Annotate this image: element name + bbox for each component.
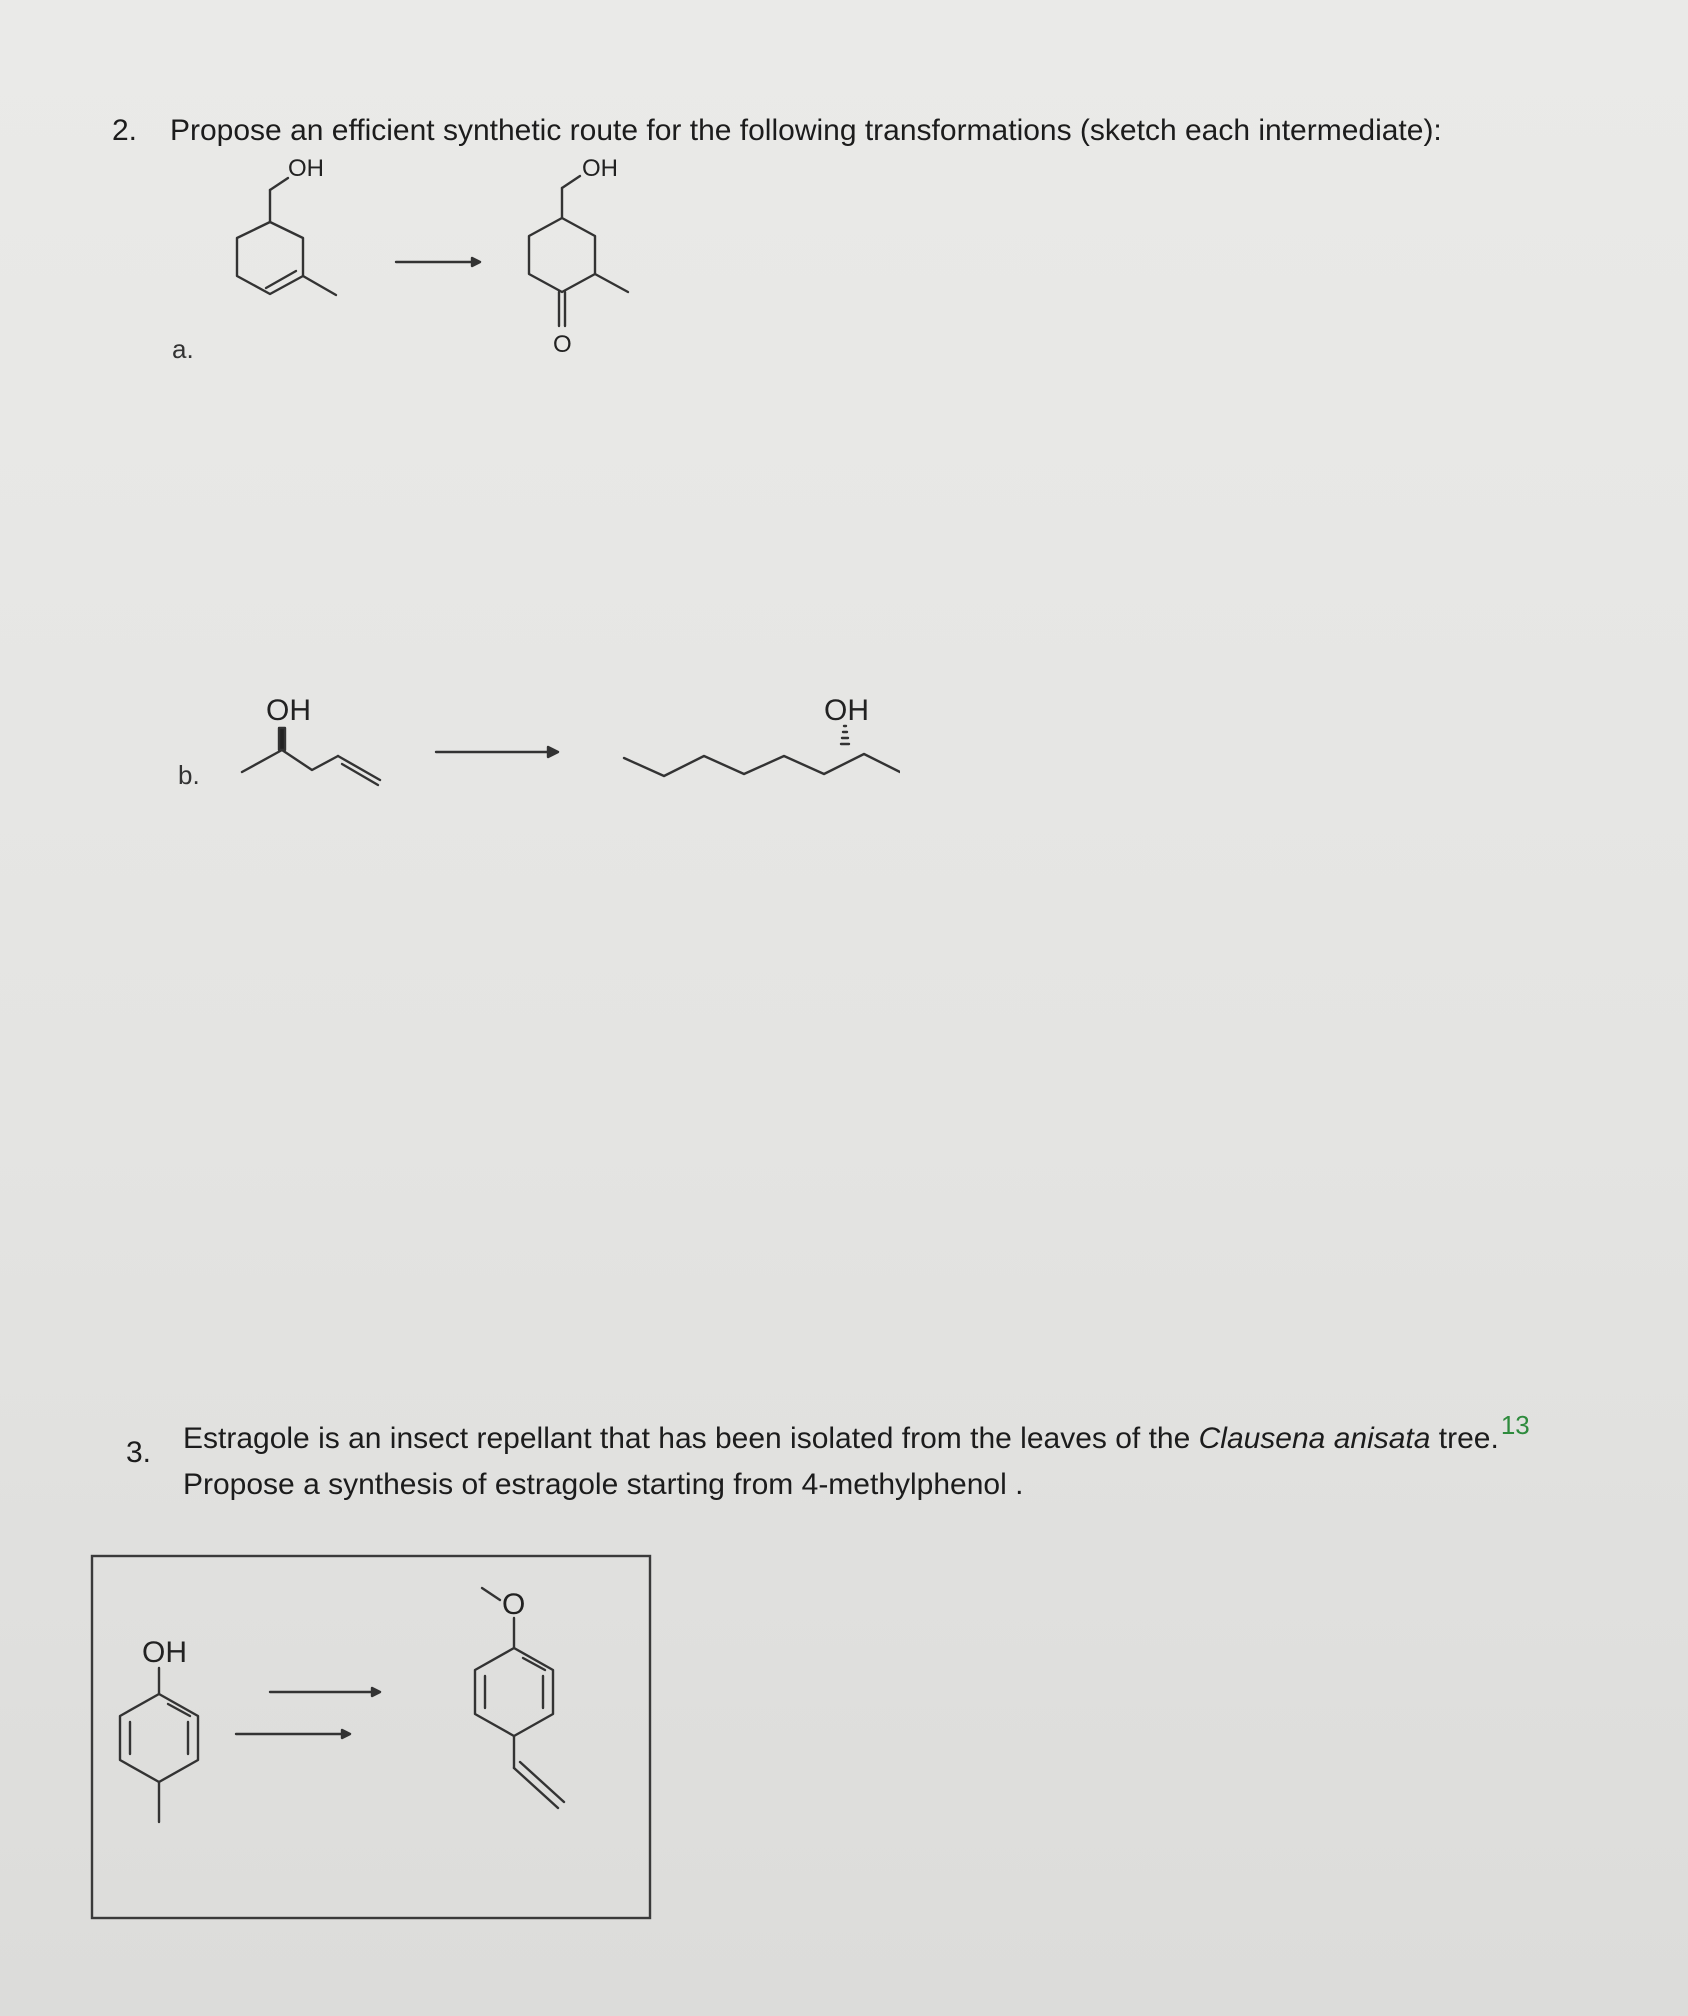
reactant-oh-label: OH [288,155,324,182]
reactant-wedge-bond [279,728,285,750]
footnote-marker: 13 [1500,1410,1530,1440]
product-ring [529,218,595,292]
q3-start-material [120,1636,198,1822]
question-3-line-1 [183,1410,1530,1456]
question-3-answer-box [90,1554,654,1926]
target-vinyl-double-2 [520,1762,564,1802]
product-oh-label: OH [582,155,618,182]
target-ring [475,1648,553,1736]
q3-target-product [475,1588,564,1808]
question-3-line-2: Propose a synthesis of estragole starting from 4-methylphenol . [183,1468,1024,1501]
target-o-label: O [502,1588,526,1621]
reactant-ring-double-bond [266,271,296,288]
q3-arrow-1 [270,1688,380,1696]
product-chain [624,754,900,776]
part-a-reactant [237,155,336,295]
question-3-number: 3. [126,1436,152,1469]
part-a-scheme [200,140,680,370]
part-b-scheme [220,670,900,800]
start-oh-label: OH [142,1636,187,1669]
start-ring [120,1694,198,1782]
part-a-label: a. [172,334,194,364]
product-oh-bond [562,176,580,188]
part-b-product [624,694,900,776]
question-2-prompt: Propose an efficient synthetic route for the following transformations (sketch each intermediate): [170,114,1442,147]
question-2-number: 2. [112,114,138,147]
target-vinyl-double-1 [514,1768,558,1808]
species-name: Clausena anisata [1198,1422,1431,1455]
question-3-line-1-end: tree. [1430,1422,1499,1455]
answer-box-frame [92,1556,650,1918]
reactant-ring [237,222,303,294]
reactant-alkene-bond-1 [338,756,380,780]
question-3-line-1-text: Estragole is an insect repellant that has been isolated from the leaves of the [183,1422,1199,1455]
part-b-reactant [242,694,380,785]
product-carbonyl-o-label: O [553,331,572,358]
reactant-oh-label: OH [266,694,311,727]
part-b-label: b. [178,760,200,790]
part-b-arrow [436,747,558,757]
part-a-product [529,155,628,358]
product-oh-label: OH [824,694,869,727]
reactant-methyl-bond [303,276,336,295]
reactant-chain [242,750,338,772]
part-a-arrow [396,258,480,266]
reactant-oh-bond [270,178,288,190]
q3-arrow-2 [236,1730,350,1738]
product-methyl-bond [595,274,628,292]
target-methyl-bond [482,1588,500,1600]
